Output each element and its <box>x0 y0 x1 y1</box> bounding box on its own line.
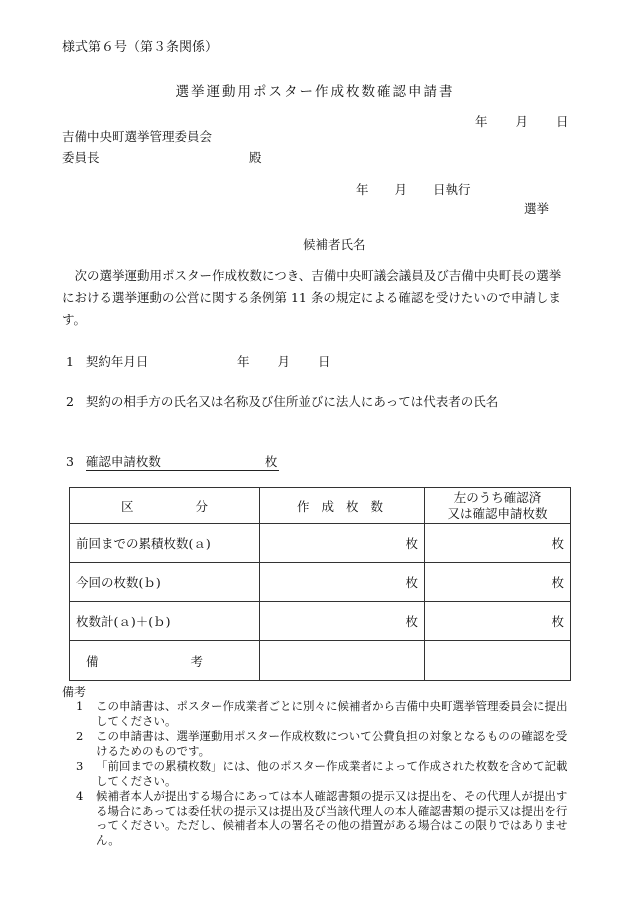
item-requested-count <box>66 452 279 471</box>
date-month: 月 <box>515 114 529 129</box>
date-year: 年 <box>475 114 488 129</box>
item3-number: 3 <box>66 454 74 469</box>
item1-number: 1 <box>66 354 74 369</box>
note-text: この申請書は、選挙運動用ポスター作成枚数について公費負担の対象となるものの確認を受けるためのものです。 <box>96 729 568 758</box>
table-row <box>70 602 571 641</box>
row-label: 今回の枚数(ｂ) <box>70 563 260 602</box>
contract-year: 年 <box>237 354 250 369</box>
remarks-cell[interactable] <box>260 641 425 681</box>
remarks-label-cell <box>70 641 260 681</box>
note-item <box>72 699 572 728</box>
application-date <box>475 112 569 130</box>
note-number: 4 <box>76 789 84 803</box>
election-execution-date <box>356 180 471 198</box>
note-item <box>72 759 572 788</box>
item2-label: 契約の相手方の氏名又は名称及び住所並びに法人にあっては代表者の氏名 <box>85 394 499 409</box>
poster-count-table <box>69 487 571 681</box>
row-label: 枚数計(ａ)＋(ｂ) <box>70 602 260 641</box>
confirmed-count-cell[interactable]: 枚 <box>425 524 571 563</box>
recipient-committee: 吉備中央町選挙管理委員会 <box>62 129 213 144</box>
notes-title: 備考 <box>62 685 87 699</box>
table-remarks-row <box>70 641 571 681</box>
item1-label: 契約年月日 <box>85 354 149 369</box>
item2-number: 2 <box>66 394 74 409</box>
row-label: 前回までの累積枚数(ａ) <box>70 524 260 563</box>
note-text: 候補者本人が提出する場合にあっては本人確認書類の提示又は提出を、その代理人が提出する場合にあっては委任状の提示又は提出及び当該代理人の本人確認書類の提示又は提出を行ってください。ただし、候補者本人の署名その他の措置がある場合はこの限りではありません。 <box>96 789 568 847</box>
table-row <box>70 563 571 602</box>
header-category <box>70 488 260 524</box>
recipient-honorific: 殿 <box>249 150 262 165</box>
contract-date-fields <box>237 352 331 370</box>
contract-month: 月 <box>277 354 291 369</box>
note-text: 「前回までの累積枚数」には、他のポスター作成業者によって作成された枚数を含めて記載してください。 <box>96 759 568 788</box>
note-item <box>72 729 572 758</box>
created-count-cell[interactable]: 枚 <box>260 563 425 602</box>
candidate-name-label: 候補者氏名 <box>303 237 366 252</box>
contract-day: 日 <box>318 354 331 369</box>
table-header-row <box>70 488 571 524</box>
header-confirmed-line1: 左のうち確認済 <box>453 489 542 505</box>
form-number-label: 様式第６号（第３条関係） <box>62 40 219 55</box>
recipient-chair: 委員長 <box>62 150 100 165</box>
header-confirmed-line2: 又は確認申請枚数 <box>447 505 548 521</box>
application-body-text: 次の選挙運動用ポスター作成枚数につき、吉備中央町議会議員及び吉備中央町長の選挙における選挙運動の公営に関する条例第 11 条の規定による確認を受けたいので申請します。 <box>62 268 562 327</box>
header-category-2: 分 <box>195 498 209 514</box>
election-name: 選挙 <box>524 201 550 216</box>
document-title: 選挙運動用ポスター作成枚数確認申請書 <box>175 84 455 100</box>
item3-unit: 枚 <box>264 454 278 469</box>
item-contract-party <box>66 392 498 410</box>
note-number: 2 <box>76 729 84 743</box>
header-created-count: 作 成 枚 数 <box>260 488 425 524</box>
item3-label: 確認申請枚数 <box>85 454 161 469</box>
remarks-cell[interactable] <box>425 641 571 681</box>
remarks-label-2: 考 <box>190 653 203 669</box>
created-count-cell[interactable]: 枚 <box>260 524 425 563</box>
date-day: 日 <box>556 114 569 129</box>
confirmed-count-cell[interactable]: 枚 <box>425 602 571 641</box>
note-number: 3 <box>76 759 84 773</box>
exec-month: 月 <box>394 182 408 197</box>
exec-day: 日執行 <box>433 182 471 197</box>
item-contract-date <box>66 352 148 370</box>
created-count-cell[interactable]: 枚 <box>260 602 425 641</box>
exec-year: 年 <box>356 182 369 197</box>
note-text: この申請書は、ポスター作成業者ごとに別々に候補者から吉備中央町選挙管理委員会に提出してください。 <box>96 699 568 728</box>
header-confirmed-count <box>425 488 571 524</box>
notes-list <box>72 699 572 848</box>
confirmed-count-cell[interactable]: 枚 <box>425 563 571 602</box>
note-item <box>72 789 572 847</box>
remarks-label-1: 備 <box>86 653 99 669</box>
note-number: 1 <box>76 699 84 713</box>
header-category-1: 区 <box>120 498 134 514</box>
requested-count-field <box>86 452 280 471</box>
table-row <box>70 524 571 563</box>
